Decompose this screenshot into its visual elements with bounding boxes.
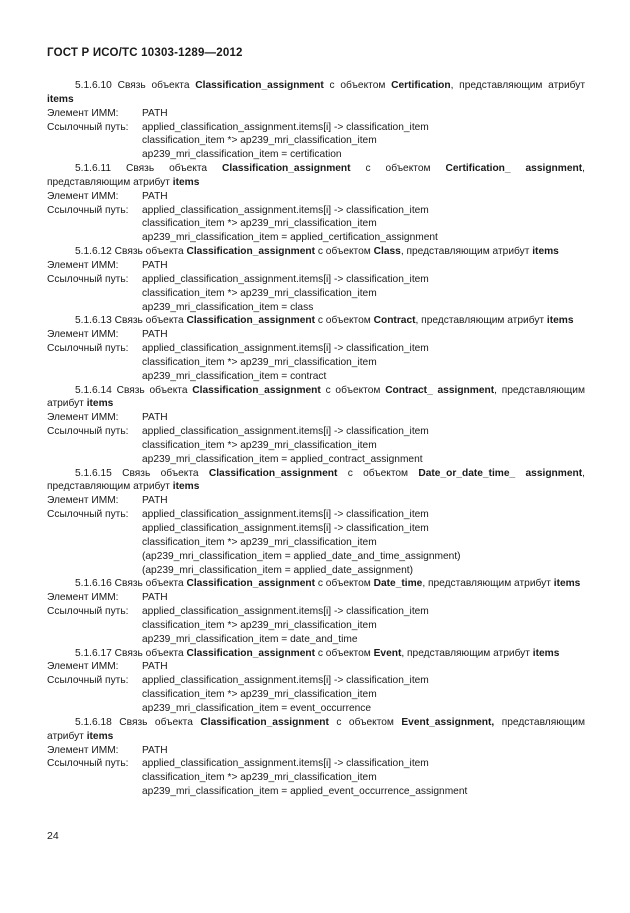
heading-pre: Связь объекта (119, 716, 193, 728)
entity-a: Classification_assignment (195, 80, 324, 91)
ref-path-label: Ссылочный путь: (47, 509, 129, 521)
section-number: 5.1.6.16 (75, 578, 112, 590)
heading-pre: Связь объекта (114, 647, 184, 659)
heading-pre: Связь объекта (117, 80, 190, 91)
entity-b: Class (373, 246, 401, 258)
section-heading (47, 467, 585, 495)
mapping-section (47, 647, 585, 716)
heading-tail: , представляющим атрибут (400, 246, 530, 258)
entity-b: Certification_ assignment (445, 163, 583, 175)
element-label: Элемент ИММ: (47, 190, 119, 202)
heading-mid: с объектом (347, 467, 409, 479)
heading-tail: , представляющим атрибут (401, 647, 530, 659)
ref-path-row (47, 204, 585, 218)
ref-path-line: ap239_mri_classification_item = contract (142, 370, 327, 382)
heading-tail: , представляющим атрибут (450, 80, 585, 91)
ref-path-line: ap239_mri_classification_item = class (142, 301, 314, 313)
ref-path-row (47, 273, 585, 287)
entity-a: Classification_assignment (222, 163, 351, 175)
ref-path-row (47, 121, 585, 135)
ref-path-label: Ссылочный путь: (47, 426, 129, 438)
section-number: 5.1.6.17 (75, 647, 112, 659)
mapping-section (47, 384, 585, 467)
mapping-section (47, 314, 585, 383)
ref-path-line: (ap239_mri_classification_item = applied_date_and_time_assignment) (142, 550, 461, 562)
section-heading (47, 577, 585, 591)
ref-path-line: applied_classification_assignment.items[i] -> classification_item (142, 121, 429, 133)
ref-path-label: Ссылочный путь: (47, 273, 129, 285)
entity-b: Contract_ assignment (385, 384, 495, 396)
element-row (47, 190, 585, 204)
element-value: PATH (142, 259, 168, 271)
ref-path-label: Ссылочный путь: (47, 675, 129, 687)
ref-path-label: Ссылочный путь: (47, 121, 129, 133)
attribute-name: items (532, 647, 560, 659)
element-label: Элемент ИММ: (47, 259, 119, 271)
element-row (47, 744, 585, 758)
attribute-name: items (553, 578, 581, 590)
element-row (47, 411, 585, 425)
heading-pre: Связь объекта (116, 384, 188, 396)
entity-b: Event (373, 647, 402, 659)
mapping-section (47, 716, 585, 799)
mapping-section (47, 467, 585, 578)
page-number: 24 (47, 830, 59, 842)
ref-path-line: applied_classification_assignment.items[i] -> classification_item (142, 343, 429, 355)
ref-path-line: classification_item *> ap239_mri_classification_item (142, 772, 377, 784)
heading-pre: Связь объекта (122, 467, 199, 479)
ref-path-line: classification_item *> ap239_mri_classification_item (142, 536, 377, 548)
heading-mid: с объектом (317, 578, 371, 590)
attribute-name: items (172, 481, 200, 493)
ref-path-line: classification_item *> ap239_mri_classification_item (142, 218, 377, 230)
ref-path-label: Ссылочный путь: (47, 758, 129, 770)
ref-path-row (47, 674, 585, 688)
element-value: PATH (142, 661, 168, 673)
ref-path-line: classification_item *> ap239_mri_classification_item (142, 689, 377, 701)
ref-path-line: classification_item *> ap239_mri_classification_item (142, 439, 377, 451)
ref-path-line: ap239_mri_classification_item = event_occurrence (142, 702, 372, 714)
section-heading (47, 314, 585, 328)
ref-path-line: classification_item *> ap239_mri_classification_item (142, 356, 377, 368)
element-label: Элемент ИММ: (47, 592, 119, 604)
ref-path-line: applied_classification_assignment.items[i] -> classification_item (142, 675, 429, 687)
heading-mid: с объектом (336, 716, 394, 728)
section-number: 5.1.6.14 (75, 384, 112, 396)
heading-tail: представляющим атрибут (47, 716, 585, 742)
heading-pre: Связь объекта (126, 163, 208, 175)
heading-tail: , представляющим атрибут (47, 384, 585, 410)
ref-path-line: classification_item *> ap239_mri_classification_item (142, 135, 377, 147)
ref-path-line: classification_item *> ap239_mri_classification_item (142, 287, 377, 299)
entity-a: Classification_assignment (192, 384, 321, 396)
section-number: 5.1.6.13 (75, 315, 112, 327)
attribute-name: items (172, 176, 200, 188)
ref-path-row (47, 425, 585, 439)
heading-tail: , представляющим атрибут (47, 163, 585, 188)
section-heading (47, 716, 585, 744)
element-value: PATH (142, 592, 168, 604)
section-number: 5.1.6.12 (75, 246, 112, 258)
element-value: PATH (142, 190, 168, 202)
ref-path-label: Ссылочный путь: (47, 204, 129, 216)
entity-b: Date_time (373, 578, 423, 590)
heading-pre: Связь объекта (114, 578, 184, 590)
element-value: PATH (142, 412, 168, 424)
ref-path-row (47, 605, 585, 619)
section-number: 5.1.6.18 (75, 716, 112, 728)
element-value: PATH (142, 329, 168, 341)
element-label: Элемент ИММ: (47, 744, 119, 756)
ref-path-line: ap239_mri_classification_item = certification (142, 149, 342, 161)
mapping-section (47, 245, 585, 314)
element-label: Элемент ИММ: (47, 107, 119, 119)
mapping-section (47, 162, 585, 245)
element-value: PATH (142, 107, 168, 119)
heading-tail: , представляющим атрибут (47, 467, 585, 493)
element-row (47, 660, 585, 674)
heading-mid: с объектом (325, 384, 381, 396)
section-number: 5.1.6.15 (75, 467, 112, 479)
document-body (47, 79, 585, 799)
element-label: Элемент ИММ: (47, 329, 119, 341)
heading-mid: с объектом (329, 80, 386, 91)
element-label: Элемент ИММ: (47, 661, 119, 673)
heading-mid: с объектом (317, 246, 371, 258)
standard-header: ГОСТ Р ИСО/ТС 10303-1289—2012 (47, 47, 243, 59)
ref-path-line: applied_classification_assignment.items[i] -> classification_item (142, 509, 429, 521)
element-value: PATH (142, 495, 168, 507)
heading-tail: , представляющим атрибут (415, 315, 545, 327)
section-heading (47, 162, 585, 190)
heading-mid: с объектом (317, 647, 371, 659)
ref-path-line: applied_classification_assignment.items[i] -> classification_item (142, 606, 429, 618)
section-heading (47, 79, 585, 107)
ref-path-line: applied_classification_assignment.items[i] -> classification_item (142, 273, 429, 285)
ref-path-row (47, 342, 585, 356)
element-row (47, 328, 585, 342)
heading-mid: с объектом (317, 315, 371, 327)
ref-path-line: applied_classification_assignment.items[i] -> classification_item (142, 523, 429, 534)
section-heading (47, 384, 585, 412)
entity-a: Classification_assignment (186, 647, 316, 659)
entity-b: Certification (391, 80, 451, 91)
section-number: 5.1.6.11 (75, 163, 112, 175)
ref-path-line: ap239_mri_classification_item = applied_event_occurrence_assignment (142, 786, 468, 798)
section-heading (47, 245, 585, 259)
mapping-section (47, 577, 585, 646)
entity-a: Classification_assignment (186, 578, 316, 590)
ref-path-line: applied_classification_assignment.items[i] -> classification_item (142, 426, 429, 438)
attribute-name: items (86, 398, 114, 410)
section-number: 5.1.6.10 (75, 80, 112, 91)
entity-a: Classification_assignment (186, 315, 316, 327)
ref-path-label: Ссылочный путь: (47, 606, 129, 618)
ref-path-label: Ссылочный путь: (47, 343, 129, 355)
ref-path-line: applied_classification_assignment.items[i] -> classification_item (142, 204, 429, 216)
attribute-name: items (86, 730, 114, 742)
element-label: Элемент ИММ: (47, 495, 119, 507)
entity-b: Contract (373, 315, 416, 327)
attribute-name: items (546, 315, 574, 327)
heading-mid: с объектом (365, 163, 431, 175)
attribute-name: items (532, 246, 559, 258)
mapping-section (47, 79, 585, 162)
heading-tail: , представляющим атрибут (422, 578, 551, 590)
ref-path-line: ap239_mri_classification_item = applied_certification_assignment (142, 232, 438, 244)
ref-path-row (47, 757, 585, 771)
ref-path-line: classification_item *> ap239_mri_classification_item (142, 619, 377, 631)
entity-b: Date_or_date_time_ assignment (418, 467, 583, 479)
entity-b: Event_assignment, (401, 716, 495, 728)
element-value: PATH (142, 744, 168, 756)
ref-path-line: applied_classification_assignment.items[i] -> classification_item (142, 758, 429, 770)
element-row (47, 259, 585, 273)
entity-a: Classification_assignment (186, 246, 316, 258)
entity-a: Classification_assignment (200, 716, 329, 728)
section-heading (47, 647, 585, 661)
ref-path-line: ap239_mri_classification_item = applied_contract_assignment (142, 453, 423, 465)
ref-path-line: ap239_mri_classification_item = date_and_time (142, 633, 358, 645)
ref-path-row (47, 508, 585, 522)
heading-pre: Связь объекта (114, 246, 184, 258)
ref-path-line: (ap239_mri_classification_item = applied_date_assignment) (142, 564, 413, 576)
heading-pre: Связь объекта (114, 315, 184, 327)
entity-a: Classification_assignment (208, 467, 338, 479)
element-row (47, 494, 585, 508)
element-row (47, 591, 585, 605)
element-row (47, 107, 585, 121)
element-label: Элемент ИММ: (47, 412, 119, 424)
attribute-name: items (47, 93, 74, 105)
